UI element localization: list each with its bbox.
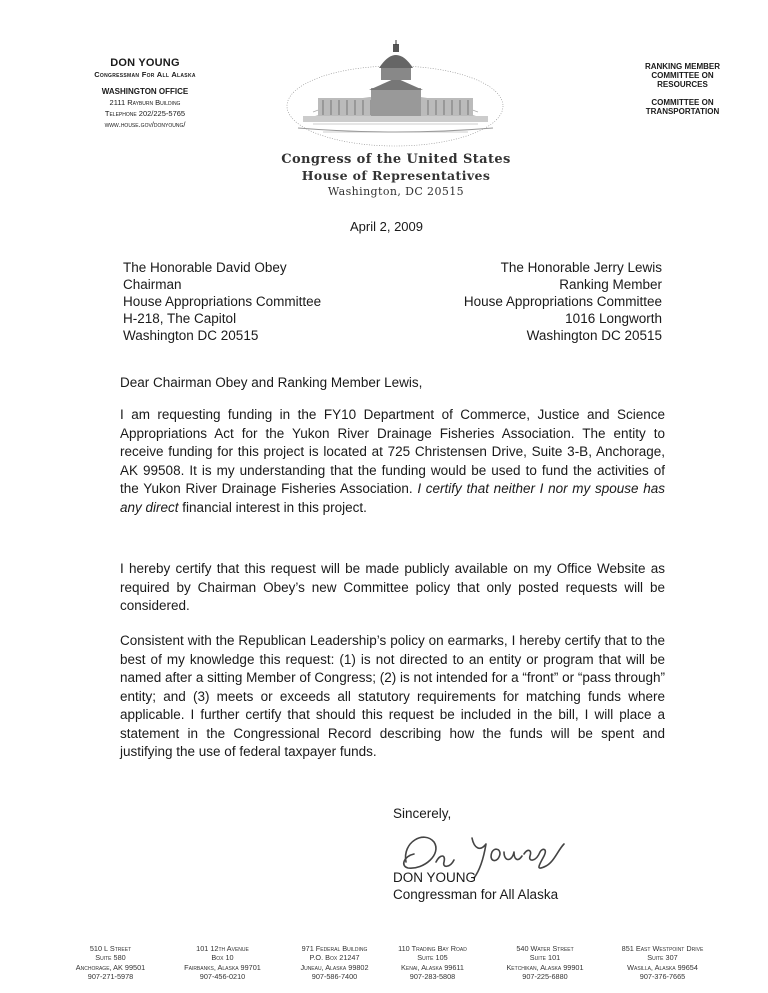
footer-line: 971 Federal Building [301, 944, 368, 953]
footer-line: 907-376-7665 [639, 972, 686, 982]
signer-name: DON YOUNG [393, 870, 477, 885]
paragraph-earmarks: Consistent with the Republican Leadership’s policy on earmarks, I hereby certify that to the best of my knowledge this request: (1) is not directed to an entity or program that will be named after a sitting Member of Congress; (2) is not intended for a “front” or “pass through” entity; and (3) meets or exceeds all statutory requirements for matching funds where applicable. I further certify that should this request be included in the bill, I will place a statement in the Congressional Record describing how the funds will be spent and justifying the use of federal taxpayer funds. [120, 633, 665, 759]
footer-line: Suite 105 [417, 953, 448, 963]
footer-line: 907-271-5978 [87, 972, 134, 982]
footer-line: Box 10 [211, 953, 234, 963]
footer-line: 540 Water Street [516, 944, 574, 953]
footer-office-wasilla [600, 944, 725, 982]
recipient-line: H-218, The Capitol [123, 311, 237, 326]
footer-line: P.O. Box 21247 [309, 953, 360, 963]
footer-line: 907-225-6880 [522, 972, 568, 982]
footer-office-kenai [380, 944, 485, 982]
capitol-seal-image [283, 40, 508, 150]
paragraph-website: I hereby certify that this request will be made publicly available on my Office Website as required by Chairman Obey’s new Committee policy that only posted requests will be considered. [120, 561, 665, 613]
footer-line: 907-456-0210 [199, 972, 246, 982]
footer-line: Ketchikan, Alaska 99901 [506, 962, 584, 972]
recipient-line: Washington DC 20515 [526, 328, 662, 343]
committee-line: COMMITTEE ON [651, 71, 714, 80]
footer-line: 907-586-7400 [311, 972, 358, 982]
paragraph-request-end: financial interest in this project. [182, 499, 367, 515]
footer-line: 510 L Street [89, 944, 132, 953]
signature-block [393, 869, 558, 903]
footer-line: 110 Trading Bay Road [398, 944, 467, 953]
recipient-line: House Appropriations Committee [123, 294, 322, 309]
recipient-line: The Honorable Jerry Lewis [500, 260, 662, 275]
footer-office-fairbanks [170, 944, 275, 982]
recipient-line: Chairman [123, 277, 182, 292]
committee-line: TRANSPORTATION [645, 107, 720, 116]
office-title: WASHINGTON OFFICE [101, 87, 189, 96]
committee-line: RESOURCES [657, 80, 708, 89]
footer-line: Suite 101 [529, 953, 561, 963]
congressman-subtitle: Congressman For All Alaska [94, 70, 196, 79]
footer-office-anchorage [58, 944, 163, 982]
footer-line: Wasilla, Alaska 99654 [627, 962, 698, 972]
congress-title: Congress of the United States [281, 152, 511, 167]
footer-office-ketchikan [490, 944, 600, 982]
recipient-line: Ranking Member [559, 277, 662, 292]
office-phone: Telephone 202/225-5765 [104, 109, 186, 118]
office-address: 2111 Rayburn Building [109, 98, 181, 107]
committee-line: COMMITTEE ON [651, 98, 714, 107]
house-address: Washington, DC 20515 [327, 185, 465, 198]
closing: Sincerely, [393, 806, 452, 821]
salutation: Dear Chairman Obey and Ranking Member Lewis, [120, 375, 423, 390]
recipient-line: The Honorable David Obey [123, 260, 287, 275]
office-website: www.house.gov/donyoung/ [104, 120, 186, 129]
congress-heading [250, 152, 542, 200]
paragraph-request [120, 406, 665, 517]
footer-line: 907-283-5808 [409, 972, 456, 982]
footer-line: Anchorage, AK 99501 [75, 962, 146, 972]
paragraph-request-text: I am requesting funding in the FY10 Department of Commerce, Justice and Science Appropriations Act for the Yukon River Drainage Fisheries Association. The entity to receive funding for this project is located at 725 Christensen Drive, Suite 3-B, Anchorage, AK 99508. It is my understanding that the funding would be used to fund the activities of the Yukon River Drainage Fisheries Association. [120, 407, 665, 496]
recipient-line: House Appropriations Committee [463, 294, 662, 309]
signer-title: Congressman for All Alaska [393, 887, 559, 902]
footer-line: Kenai, Alaska 99611 [401, 962, 464, 972]
footer-line: Suite 307 [647, 953, 678, 963]
letter-date: April 2, 2009 [350, 219, 423, 234]
letterhead-left [70, 58, 220, 130]
footer-line: Juneau, Alaska 99802 [300, 962, 369, 972]
certification-italic: I certify that neither I nor my spouse has any direct [120, 481, 665, 515]
footer-office-juneau [282, 944, 387, 982]
footer-line: 101 12th Avenue [196, 944, 249, 953]
recipient-line: 1016 Longworth [565, 311, 662, 326]
footer-line: 851 East Westpoint Drive [621, 944, 704, 953]
congressman-name: DON YOUNG [110, 57, 180, 69]
committee-block [625, 62, 740, 116]
house-title: House of Representatives [301, 168, 491, 183]
footer-line: Fairbanks, Alaska 99701 [184, 962, 261, 972]
recipient-left [123, 259, 321, 344]
committee-line: RANKING MEMBER [644, 62, 721, 71]
footer-line: Suite 580 [95, 953, 126, 963]
recipient-right [380, 259, 662, 344]
recipient-line: Washington DC 20515 [123, 328, 259, 343]
